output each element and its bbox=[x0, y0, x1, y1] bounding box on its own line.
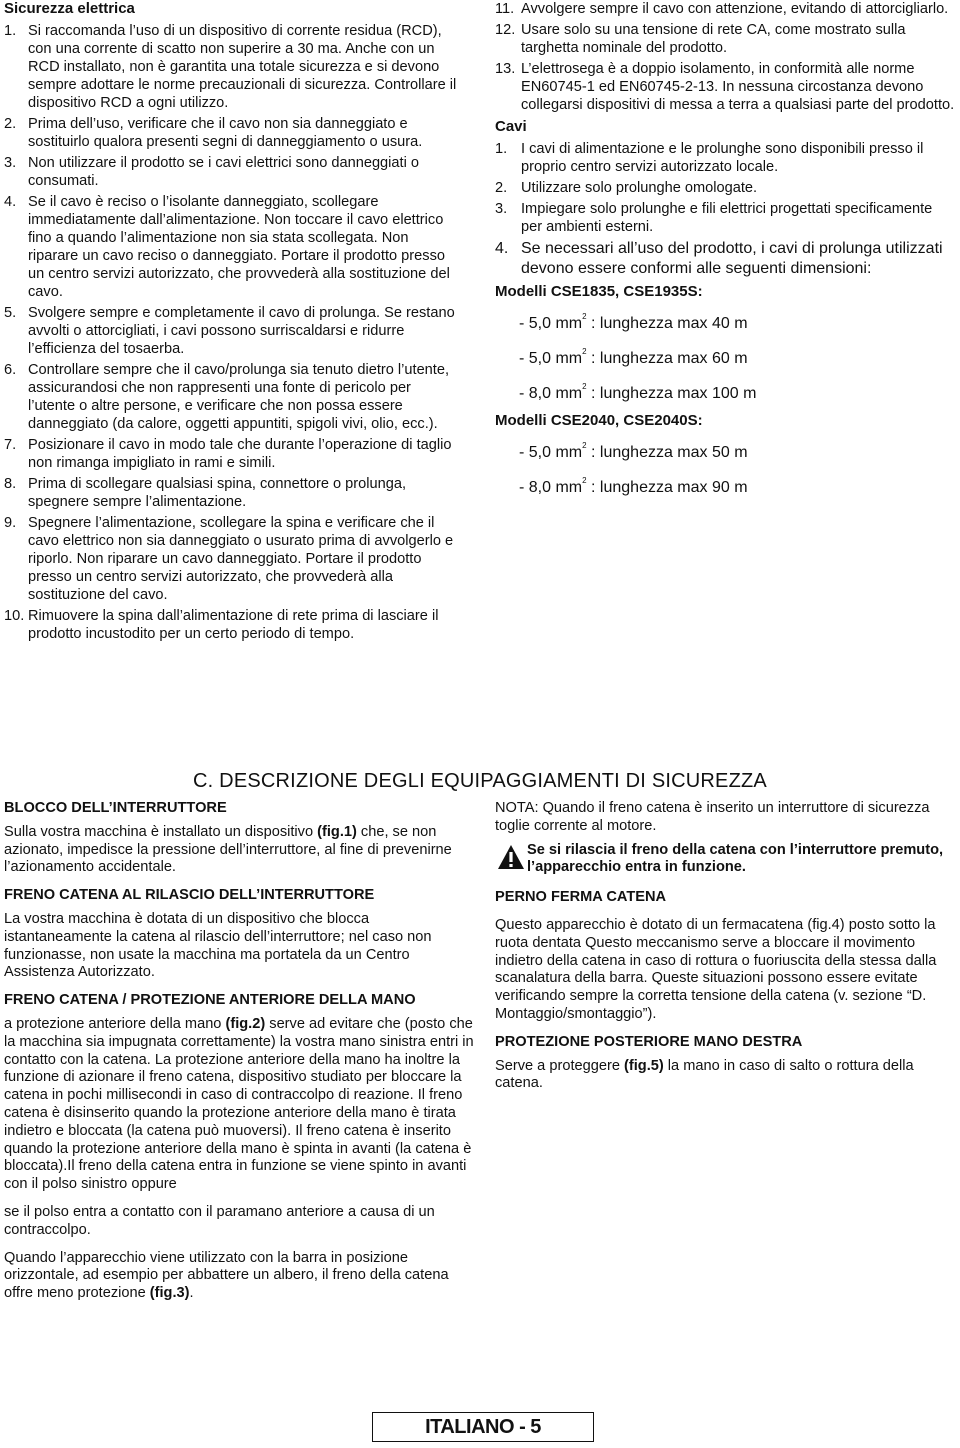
cable-section bbox=[495, 0, 957, 506]
section-title: Sicurezza elettrica bbox=[4, 0, 135, 17]
list-item: 13. L’elettrosega è a doppio isolamento, in conformità alle norme EN60745-1 ed EN60745-2-13. In nessuna circostanza devono collegarsi dispositivi di messa a terra a qualsiasi parte del prodotto. bbox=[495, 61, 955, 113]
list-item: 2. Utilizzare solo prolunghe omologate. bbox=[495, 180, 758, 196]
spec-row: - 8,0 $mm^2$ : lunghezza max 100 m bbox=[519, 382, 757, 402]
warning-note bbox=[495, 842, 957, 878]
blocco-paragraph: Sulla vostra macchina è installato un dispositivo (fig.1) che, se non azionato, impedisce la pressione dell’interruttore, al fine di prevenirne l’azionamento accidentale. bbox=[4, 823, 452, 876]
safety-equipment-right bbox=[495, 800, 957, 1103]
list-item: 3. Non utilizzare il prodotto se i cavi elettrici sono danneggiati o consumati. bbox=[4, 155, 420, 189]
cavi-list bbox=[495, 140, 957, 279]
blocco-title: BLOCCO DELL’INTERRUTTORE bbox=[4, 800, 227, 816]
protezione-paragraph: a protezione anteriore della mano (fig.2) serve ad evitare che (posto che la macchina sia impugnata correttamente) la vostra mano sinistra entri in contatto con la catena. La protezione anteriore della mano ha inoltre la funzione di azionare il freno catena, dispositivo studiato per bloccare la catena in pochi millisecondi in caso di contraccolpo di reazione. Il freno catena è disinserito quando la protezione anteriore della mano è tirata indietro e bloccata (la catena può muoversi). Il freno catena è inserito quando la protezione anteriore della mano è spinta in avanti (la catena è bloccata).Il freno della catena entra in funzione se viene spinto in avanti con il polso sinistro oppure bbox=[4, 1015, 474, 1193]
perno-paragraph: Questo apparecchio è dotato di un fermacatena (fig.4) posto sotto la ruota dentata Questo meccanismo serve a bloccare il movimento indietro della catena in caso di rottura o fuoriuscita della stessa dalla scanalatura della barra. Queste situazioni possono essere evitate verificando sempre la corretta tensione della catena (v. sezione “D. Montaggio/smontaggio”). bbox=[495, 916, 937, 1022]
page-footer bbox=[372, 1412, 594, 1442]
warning-text: Se si rilascia il freno della catena con l’interruttore premuto, l’apparecchio entra in funzione. bbox=[527, 841, 944, 876]
spec-row: - 5,0 $mm^2$ : lunghezza max 60 m bbox=[519, 347, 748, 367]
safety-list bbox=[4, 22, 462, 643]
protezione-title: FRENO CATENA / PROTEZIONE ANTERIORE DELLA MANO bbox=[4, 992, 416, 1009]
list-item: 8. Prima di scollegare qualsiasi spina, connettore o prolunga, spegnere sempre l’alimentazione. bbox=[4, 476, 407, 510]
list-item: 6. Controllare sempre che il cavo/prolunga sia tenuto dietro l’utente, assicurandosi che non rappresenti una fonte di pericolo per l’utente o altre persone, e verificare che non possa essere danneggiato (da calore, oggetti appuntiti, spigoli vivi, olio, ecc.). bbox=[4, 362, 450, 432]
electrical-safety-section bbox=[4, 0, 462, 646]
nota-paragraph: NOTA: Quando il freno catena è inserito un interruttore di sicurezza toglie corrente al motore. bbox=[495, 800, 930, 834]
safety-list-continued bbox=[495, 0, 957, 114]
perno-title: PERNO FERMA CATENA bbox=[495, 889, 667, 906]
list-item: 12. Usare solo su una tensione di rete CA, come mostrato sulla targhetta nominale del prodotto. bbox=[495, 22, 906, 56]
freno-title: FRENO CATENA AL RILASCIO DELL’INTERRUTTORE bbox=[4, 887, 375, 904]
posteriore-title: PROTEZIONE POSTERIORE MANO DESTRA bbox=[495, 1033, 803, 1050]
section-heading: C. DESCRIZIONE DEGLI EQUIPAGGIAMENTI DI SICUREZZA bbox=[193, 770, 767, 792]
protezione-paragraph-2: se il polso entra a contatto con il paramano anteriore a causa di un contraccolpo. bbox=[4, 1203, 435, 1238]
models-title-a: Modelli CSE1835, CSE1935S: bbox=[495, 283, 703, 300]
spec-row: - 5,0 $mm^2$ : lunghezza max 40 m bbox=[519, 312, 748, 332]
cavi-title: Cavi bbox=[495, 118, 527, 135]
list-item: 4. Se necessari all’uso del prodotto, i cavi di prolunga utilizzati devono essere conformi alle seguenti dimensioni: bbox=[495, 240, 943, 277]
list-item: 11. Avvolgere sempre il cavo con attenzione, evitando di attorcigliarlo. bbox=[495, 1, 949, 17]
freno-paragraph: La vostra macchina è dotata di un dispositivo che blocca istantaneamente la catena al rilascio dell’interruttore; nel caso non funzionasse, non usate la macchina ma portatela da un Centro Assistenza Autorizzato. bbox=[4, 910, 432, 981]
page-number-label: ITALIANO - 5 bbox=[425, 1415, 541, 1438]
spec-row: - 5,0 $mm^2$ : lunghezza max 50 m bbox=[519, 441, 748, 461]
list-item: 9. Spegnere l’alimentazione, scollegare la spina e verificare che il cavo elettrico non sia danneggiato o usurato prima di avvolgerlo e riporlo. Non riparare un cavo danneggiato. Portare il prodotto presso un centro servizi autorizzato, che provvederà alla sostituzione del cavo. bbox=[4, 515, 454, 603]
warning-triangle-icon bbox=[497, 844, 525, 870]
list-item: 4. Se il cavo è reciso o l’isolante danneggiato, scollegare immediatamente dall’alimentazione. Non toccare il cavo elettrico fino a quando l’alimentazione non sia stata scollegata. Non riparare un cavo reciso o danneggiato. Portare il prodotto presso un centro servizi autorizzato, che provvederà alla sostituzione del cavo. bbox=[4, 194, 450, 300]
list-item: 1. I cavi di alimentazione e le prolunghe sono disponibili presso il proprio centro servizi autorizzato locale. bbox=[495, 141, 924, 175]
models-title-b: Modelli CSE2040, CSE2040S: bbox=[495, 412, 703, 429]
spec-row: - 8,0 $mm^2$ : lunghezza max 90 m bbox=[519, 476, 748, 496]
list-item: 7. Posizionare il cavo in modo tale che durante l’operazione di taglio non rimanga impigliato in rami e simili. bbox=[4, 437, 452, 471]
posteriore-paragraph: Serve a proteggere (fig.5) la mano in caso di salto o rottura della catena. bbox=[495, 1057, 914, 1092]
protezione-paragraph-3: Quando l’apparecchio viene utilizzato con la barra in posizione orizzontale, ad esempio per abbattere un albero, il freno della catena offre meno protezione (fig.3). bbox=[4, 1249, 449, 1302]
list-item: 3. Impiegare solo prolunghe e fili elettrici progettati specificamente per ambienti esterni. bbox=[495, 201, 933, 235]
list-item: 5. Svolgere sempre e completamente il cavo di prolunga. Se restano avvolti o attorcigliati, i cavi possono surriscaldarsi e ridurre l’efficienza del tosaerba. bbox=[4, 305, 455, 357]
list-item: 10. Rimuovere la spina dall’alimentazione di rete prima di lasciare il prodotto incustodito per un certo periodo di tempo. bbox=[4, 608, 439, 642]
list-item: 1. Si raccomanda l’uso di un dispositivo di corrente residua (RCD), con una corrente di scatto non superire a 30 ma. Anche con un RCD installato, non è garantita una totale sicurezza e si devono sempre adottare le norme precauzionali di sicurezza. Controllare il dispositivo RCD a ogni utilizzo. bbox=[4, 23, 457, 111]
safety-equipment-left bbox=[4, 800, 474, 1313]
list-item: 2. Prima dell’uso, verificare che il cavo non sia danneggiato e sostituirlo qualora presenti segni di danneggiamento o usura. bbox=[4, 116, 423, 150]
